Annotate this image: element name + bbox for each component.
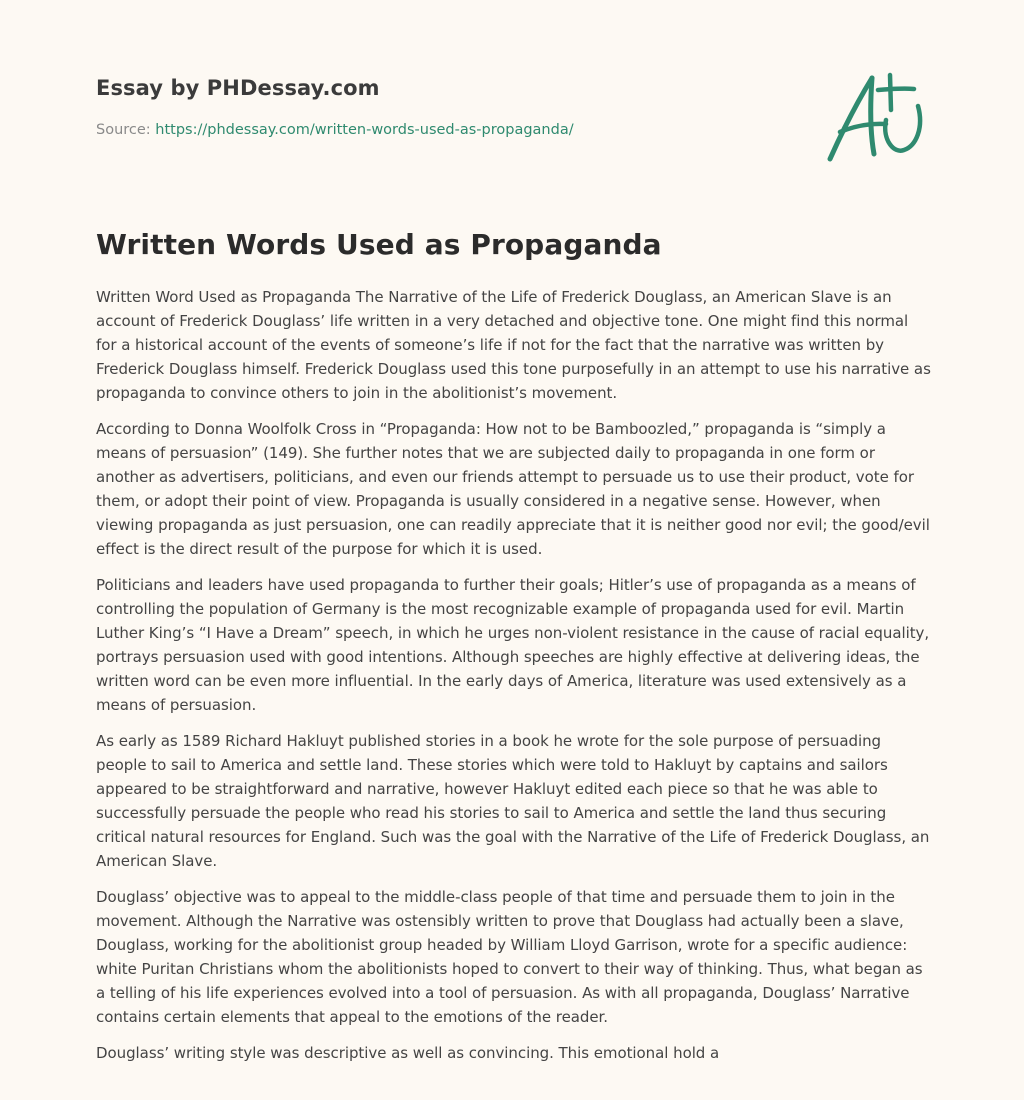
- essay-paragraph: According to Donna Woolfolk Cross in “Propaganda: How not to be Bamboozled,” propaganda is “simply a means of persuasion” (149). She further notes that we are subjected daily to propaganda in one form or another as advertisers, politicians, and even our friends attempt to persuade us to use their product, vote for them, or adopt their point of view. Propaganda is usually considered in a negative sense. However, when viewing propaganda as just persuasion, one can readily appreciate that it is neither good nor evil; the good/evil effect is the direct result of the purpose for which it is used.: [96, 420, 930, 558]
- page-header: [96, 76, 796, 138]
- site-title: Essay by PHDessay.com: [96, 76, 380, 100]
- essay-paragraph: As early as 1589 Richard Hakluyt published stories in a book he wrote for the sole purpose of persuading people to sail to America and settle land. These stories which were told to Hakluyt by captains and sailors appeared to be straightforward and narrative, however Hakluyt edited each piece so that he was able to successfully persuade the people who read his stories to sail to America and settle the land thus securing critical natural resources for England. Such was the goal with the Narrative of the Life of Frederick Douglass, an American Slave.: [96, 732, 930, 870]
- source-link[interactable]: https://phdessay.com/written-words-used-as-propaganda/: [155, 122, 574, 138]
- source-label: Source:: [96, 122, 156, 138]
- essay-paragraph: Douglass’ writing style was descriptive as well as convincing. This emotional hold a: [96, 1044, 720, 1062]
- essay-paragraph: Politicians and leaders have used propaganda to further their goals; Hitler’s use of propaganda as a means of controlling the population of Germany is the most recognizable example of propaganda used for evil. Martin Luther King’s “I Have a Dream” speech, in which he urges non-violent resistance in the cause of racial equality, portrays persuasion used with good intentions. Although speeches are highly effective at delivering ideas, the written word can be even more influential. In the early days of America, literature was used extensively as a means of persuasion.: [96, 576, 930, 714]
- essay-paragraph: Douglass’ objective was to appeal to the middle-class people of that time and persuade them to join in the movement. Although the Narrative was ostensibly written to prove that Douglass had actually been a slave, Douglass, working for the abolitionist group headed by William Lloyd Garrison, wrote for a specific audience: white Puritan Christians whom the abolitionists hoped to convert to their way of thinking. Thus, what began as a telling of his life experiences evolved into a tool of persuasion. As with all propaganda, Douglass’ Narrative contains certain elements that appeal to the emotions of the reader.: [96, 888, 923, 1026]
- essay-title: Written Words Used as Propaganda: [96, 228, 662, 261]
- a-plus-logo-icon: [820, 66, 930, 166]
- essay-content: [96, 228, 932, 1077]
- essay-paragraph: Written Word Used as Propaganda The Narrative of the Life of Frederick Douglass, an American Slave is an account of Frederick Douglass’ life written in a very detached and objective tone. One might find this normal for a historical account of the events of someone’s life if not for the fact that the narrative was written by Frederick Douglass himself. Frederick Douglass used this tone purposefully in an attempt to use his narrative as propaganda to convince others to join in the abolitionist’s movement.: [96, 288, 931, 402]
- source-line: [96, 122, 796, 138]
